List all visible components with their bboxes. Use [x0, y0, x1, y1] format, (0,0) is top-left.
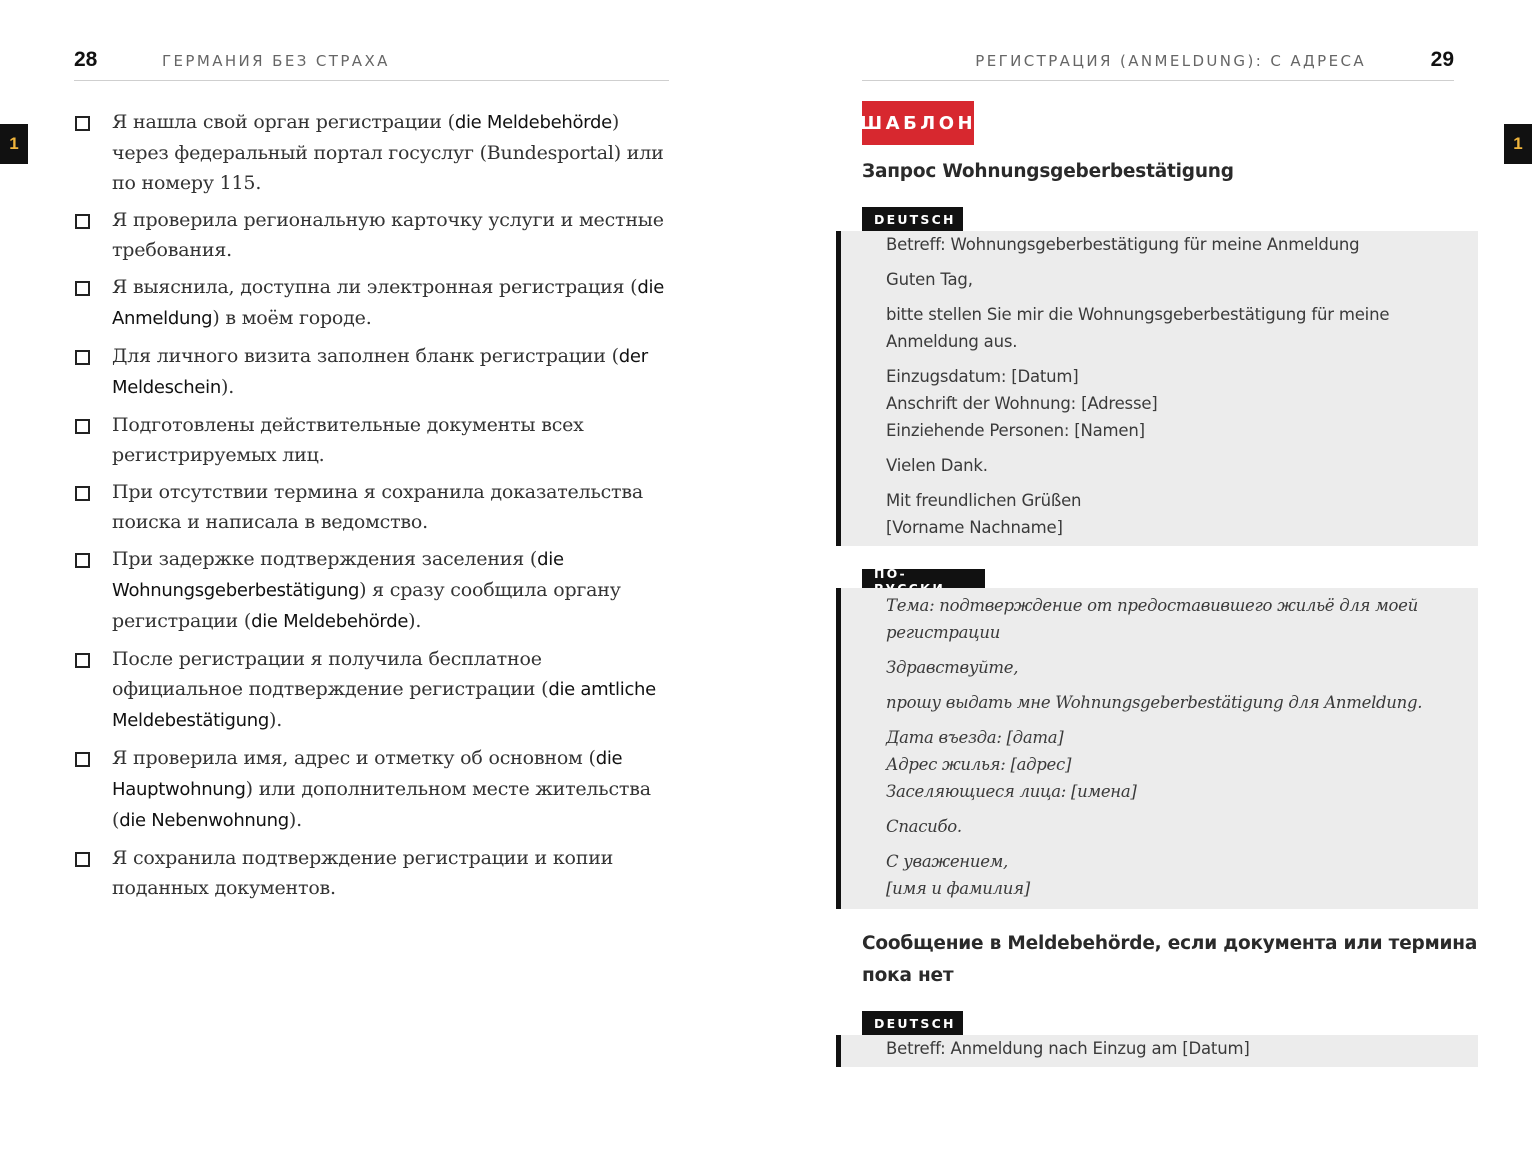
letter-line: регистрации [886, 623, 1001, 642]
russian-label: ПО- [862, 569, 985, 593]
right-page-header [862, 44, 1454, 81]
german-term: Wohnungsgeberbestätigung [112, 580, 360, 601]
checkbox-icon[interactable] [75, 116, 90, 131]
template-badge: ШАБЛОН [862, 101, 974, 145]
checkbox-icon[interactable] [75, 419, 90, 434]
item-text: официальное подтверждение регистрации ( [112, 678, 549, 700]
item-text: Я нашла свой орган регистрации ( [112, 111, 455, 133]
item-text: требования. [112, 239, 232, 261]
german-term: der [618, 346, 648, 367]
checklist-item [74, 477, 674, 537]
section-heading [862, 928, 1477, 992]
letter-paragraph [886, 266, 1478, 293]
item-text: через федеральный портал госуслуг (Bundesportal) или [112, 142, 664, 164]
german-term: die amtliche [548, 679, 656, 700]
german-term: Hauptwohnung [112, 779, 246, 800]
item-text: Я выяснила, доступна ли электронная регистрация ( [112, 276, 638, 298]
letter-line: [Vorname Nachname] [886, 518, 1063, 537]
item-text: ) я сразу сообщила органу [359, 579, 621, 601]
letter-line: Mit freundlichen Grüßen [886, 491, 1082, 510]
letter-line: Тема: подтверждение от предоставившего жильё для моей [886, 596, 1418, 615]
checkbox-icon[interactable] [75, 752, 90, 767]
letter-paragraph [886, 487, 1478, 541]
letter-paragraph [886, 689, 1478, 716]
checklist [74, 107, 674, 910]
item-text: Я проверила региональную карточку услуги и местные [112, 209, 664, 231]
deutsch-label: DEUTSCH [862, 1011, 963, 1035]
heading-line: Сообщение в Meldebehörde, если документа или термина [862, 933, 1478, 954]
page-number: 28 [74, 48, 98, 71]
checkbox-icon[interactable] [75, 553, 90, 568]
german-term: Meldeschein [112, 377, 221, 398]
letter-line: Betreff: Wohnungsgeberbestätigung für meine Anmeldung [886, 235, 1360, 254]
item-text: При отсутствии термина я сохранила доказательства [112, 481, 643, 503]
item-text: регистрируемых лиц. [112, 444, 325, 466]
letter-line: Anschrift der Wohnung: [Adresse] [886, 394, 1158, 413]
checklist-item [74, 341, 674, 403]
letter-paragraph [886, 724, 1478, 805]
letter-line: Betreff: Anmeldung nach Einzug am [Datum] [886, 1039, 1250, 1058]
item-text: Я сохранила подтверждение регистрации и копии [112, 847, 614, 869]
left-page-header [74, 44, 669, 81]
letter-paragraph [886, 848, 1478, 902]
letter-line: Дата въезда: [дата] [886, 728, 1064, 747]
letter-line: Einzugsdatum: [Datum] [886, 367, 1079, 386]
item-text: Подготовлены действительные документы всех [112, 414, 584, 436]
letter-line: Заселяющиеся лица: [имена] [886, 782, 1137, 801]
checklist-item [74, 644, 674, 736]
letter-russian [836, 588, 1478, 909]
checkbox-icon[interactable] [75, 653, 90, 668]
letter-line: Адрес жилья: [адрес] [886, 755, 1072, 774]
item-text: ) или дополнительном месте жительства [245, 778, 651, 800]
running-title: ГЕРМАНИЯ БЕЗ СТРАХА [162, 52, 390, 70]
heading-line: пока нет [862, 965, 954, 986]
letter-paragraph [886, 452, 1478, 479]
deutsch-label: DEUTSCH [862, 207, 963, 231]
item-text: регистрации ( [112, 610, 252, 632]
checklist-item [74, 410, 674, 470]
letter-paragraph [886, 301, 1478, 355]
german-term: Anmeldung [112, 308, 213, 329]
item-text: ). [288, 809, 302, 831]
checkbox-icon[interactable] [75, 350, 90, 365]
item-text: ). [220, 376, 235, 398]
item-text: ). [408, 610, 422, 632]
running-title: РЕГИСТРАЦИЯ (ANMELDUNG): С АДРЕСА [975, 52, 1366, 70]
letter-line: С уважением, [886, 852, 1008, 871]
chapter-tab: 1 [0, 124, 28, 164]
checkbox-icon[interactable] [75, 852, 90, 867]
item-text: поиска и написала в ведомство. [112, 511, 428, 533]
letter-line: Спасибо. [886, 817, 962, 836]
letter-line: bitte stellen Sie mir die Wohnungsgeberbestätigung für meine [886, 305, 1390, 324]
item-text: поданных документов. [112, 877, 336, 899]
letter-line: прошу выдать мне Wohnungsgeberbestätigung для Anmeldung. [886, 693, 1423, 712]
german-term: die [537, 549, 564, 570]
letter-german [836, 1035, 1478, 1067]
letter-german [836, 231, 1478, 546]
letter-line: Guten Tag, [886, 270, 973, 289]
letter-line: [имя и фамилия] [886, 879, 1030, 898]
item-text: ) в моём городе. [212, 307, 372, 329]
german-term: Meldebestätigung [112, 710, 269, 731]
checklist-item [74, 743, 674, 836]
checklist-item [74, 843, 674, 903]
item-text: Для личного визита заполнен бланк регистрации ( [112, 345, 619, 367]
chapter-tab: 1 [1504, 124, 1532, 164]
letter-paragraph [886, 231, 1478, 258]
item-text: ) [611, 111, 620, 133]
letter-paragraph [886, 813, 1478, 840]
letter-line: Einziehende Personen: [Namen] [886, 421, 1145, 440]
checklist-item [74, 107, 674, 198]
item-text: по номеру 115. [112, 172, 262, 194]
letter-paragraph [886, 592, 1478, 646]
letter-line: Здравствуйте, [886, 658, 1019, 677]
letter-paragraph [886, 654, 1478, 681]
item-text: ( [112, 809, 120, 831]
german-term: die Nebenwohnung [119, 810, 289, 831]
section-heading: Запрос Wohnungsgeberbestätigung [862, 161, 1234, 182]
item-text: При задержке подтверждения заселения ( [112, 548, 538, 570]
item-text: Я проверила имя, адрес и отметку об основном ( [112, 747, 596, 769]
letter-line: Vielen Dank. [886, 456, 988, 475]
german-term: die Meldebehörde [251, 611, 409, 632]
letter-line: Anmeldung aus. [886, 332, 1018, 351]
checklist-item [74, 272, 674, 334]
letter-paragraph [886, 1035, 1478, 1062]
item-text: После регистрации я получила бесплатное [112, 648, 542, 670]
letter-paragraph [886, 363, 1478, 444]
right-page [766, 0, 1532, 1163]
page-number: 29 [1430, 48, 1454, 71]
checklist-item [74, 205, 674, 265]
german-term: die [595, 748, 623, 769]
item-text: ). [269, 709, 283, 731]
checkbox-icon[interactable] [75, 281, 90, 296]
german-term: die [637, 277, 664, 298]
checkbox-icon[interactable] [75, 214, 90, 229]
german-term: die Meldebehörde [454, 112, 612, 133]
checkbox-icon[interactable] [75, 486, 90, 501]
checklist-item [74, 544, 674, 637]
